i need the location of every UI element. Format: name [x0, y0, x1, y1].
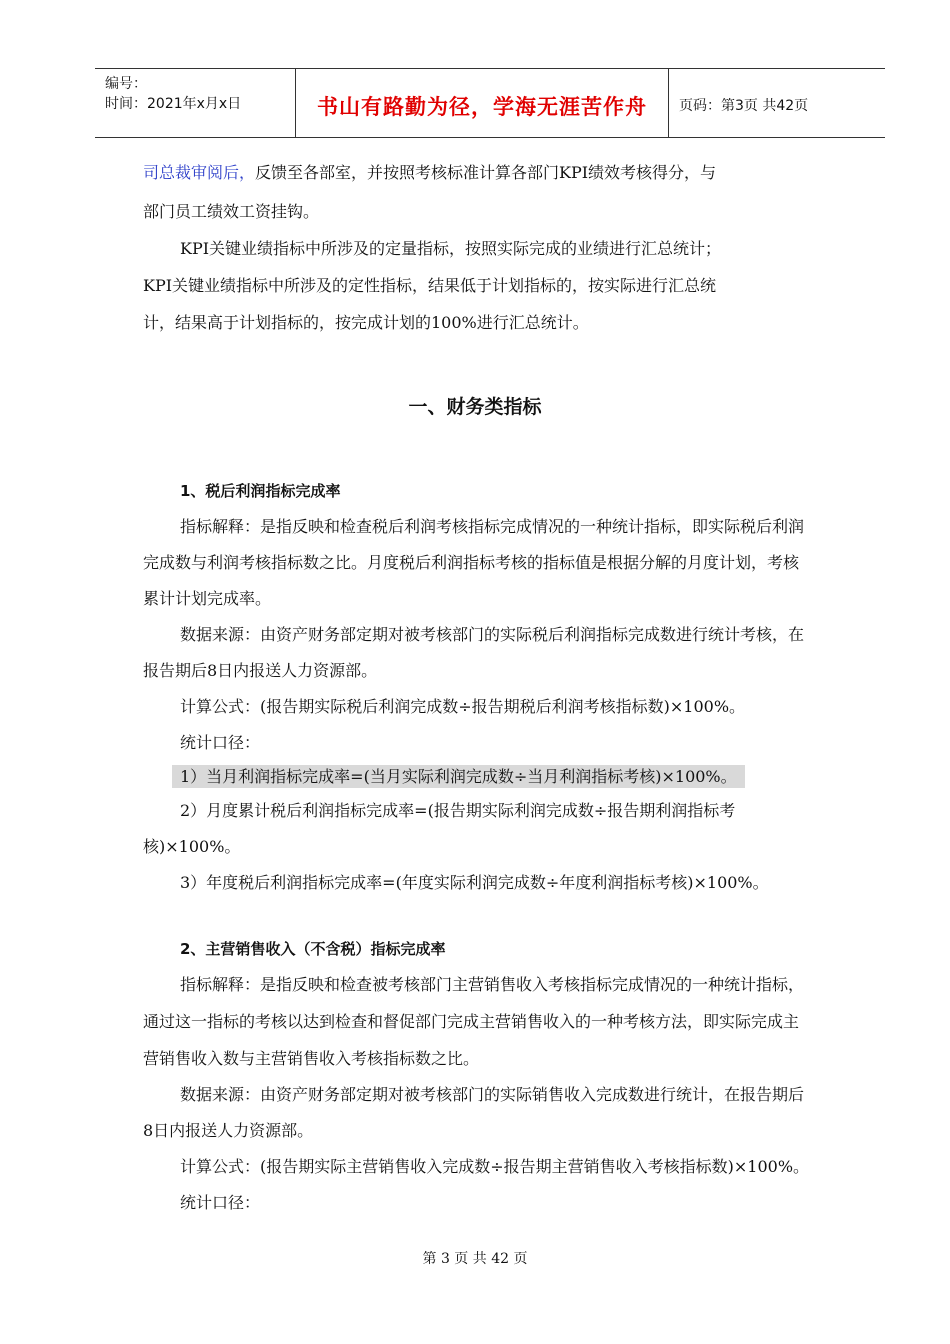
header-motto-cell [296, 69, 669, 137]
item-2-definition-line-1: 指标解释：是指反映和检查被考核部门主营销售收入考核指标完成情况的一种统计指标， [180, 975, 805, 994]
item-2-title: 2、主营销售收入（不含税）指标完成率 [180, 940, 446, 958]
item-1-definition-line-3: 累计计划完成率。 [143, 589, 272, 608]
item-1-formula: 计算公式：(报告期实际税后利润完成数÷报告期税后利润考核指标数)×100%。 [180, 697, 746, 716]
item-1-caliber-3: 3）年度税后利润指标完成率=(年度实际利润完成数÷年度利润指标考核)×100%。 [180, 873, 769, 892]
intro-paragraph-2-line-2: KPI关键业绩指标中所涉及的定性指标，结果低于计划指标的，按实际进行汇总统 [143, 276, 717, 295]
item-1-source-line-2: 报告期后8日内报送人力资源部。 [143, 661, 378, 680]
item-2-source-line-1: 数据来源：由资产财务部定期对被考核部门的实际销售收入完成数进行统计，在报告期后 [180, 1085, 805, 1104]
item-1-title: 1、税后利润指标完成率 [180, 482, 341, 500]
item-1-caliber-2-line-2: 核)×100%。 [143, 837, 241, 856]
item-2-formula: 计算公式：(报告期实际主营销售收入完成数÷报告期主营销售收入考核指标数)×100%。 [180, 1157, 810, 1176]
page-code: 页码：第3页 共42页 [679, 98, 809, 114]
item-1-definition-line-1: 指标解释：是指反映和检查税后利润考核指标完成情况的一种统计指标，即实际税后利润 [180, 517, 805, 536]
intro-paragraph-2-line-1: KPI关键业绩指标中所涉及的定量指标，按照实际完成的业绩进行汇总统计； [180, 239, 722, 258]
item-1-caliber-label: 统计口径： [180, 733, 261, 752]
section-title: 一、财务类指标 [408, 396, 542, 418]
header-meta-cell [95, 69, 296, 137]
item-1-source-line-1: 数据来源：由资产财务部定期对被考核部门的实际税后利润指标完成数进行统计考核，在 [180, 625, 805, 644]
intro-highlight-text: 司总裁审阅后， [143, 163, 256, 182]
item-2-source-line-2: 8日内报送人力资源部。 [143, 1121, 314, 1140]
intro-paragraph-1-line-2: 部门员工绩效工资挂钩。 [143, 202, 320, 221]
item-2-caliber-label: 统计口径： [180, 1193, 261, 1212]
header-page-cell [669, 69, 885, 137]
number-label: 编号： [105, 76, 147, 92]
time-label: 时间：2021年x月x日 [105, 96, 242, 112]
intro-paragraph-2-line-3: 计，结果高于计划指标的，按完成计划的100%进行汇总统计。 [143, 313, 589, 332]
item-1-caliber-1 [172, 764, 745, 787]
item-1-caliber-2-line-1: 2）月度累计税后利润指标完成率=(报告期实际利润完成数÷报告期利润指标考 [180, 801, 736, 820]
item-2-definition-line-3: 营销售收入数与主营销售收入考核指标数之比。 [143, 1049, 480, 1068]
item-1-caliber-1-text: 1）当月利润指标完成率=(当月实际利润完成数÷当月利润指标考核)×100%。 [172, 765, 745, 788]
page-header [95, 68, 885, 138]
item-2-definition-line-2: 通过这一指标的考核以达到检查和督促部门完成主营销售收入的一种考核方法，即实际完成主 [143, 1012, 800, 1031]
motto: 书山有路勤为径，学海无涯苦作舟 [317, 95, 647, 119]
intro-text: 反馈至各部室，并按照考核标准计算各部门KPI绩效考核得分，与 [255, 163, 717, 182]
intro-paragraph-1-line-1 [143, 160, 716, 183]
page-footer: 第 3 页 共 42 页 [422, 1251, 528, 1267]
item-1-definition-line-2: 完成数与利润考核指标数之比。月度税后利润指标考核的指标值是根据分解的月度计划，考核 [143, 553, 800, 572]
